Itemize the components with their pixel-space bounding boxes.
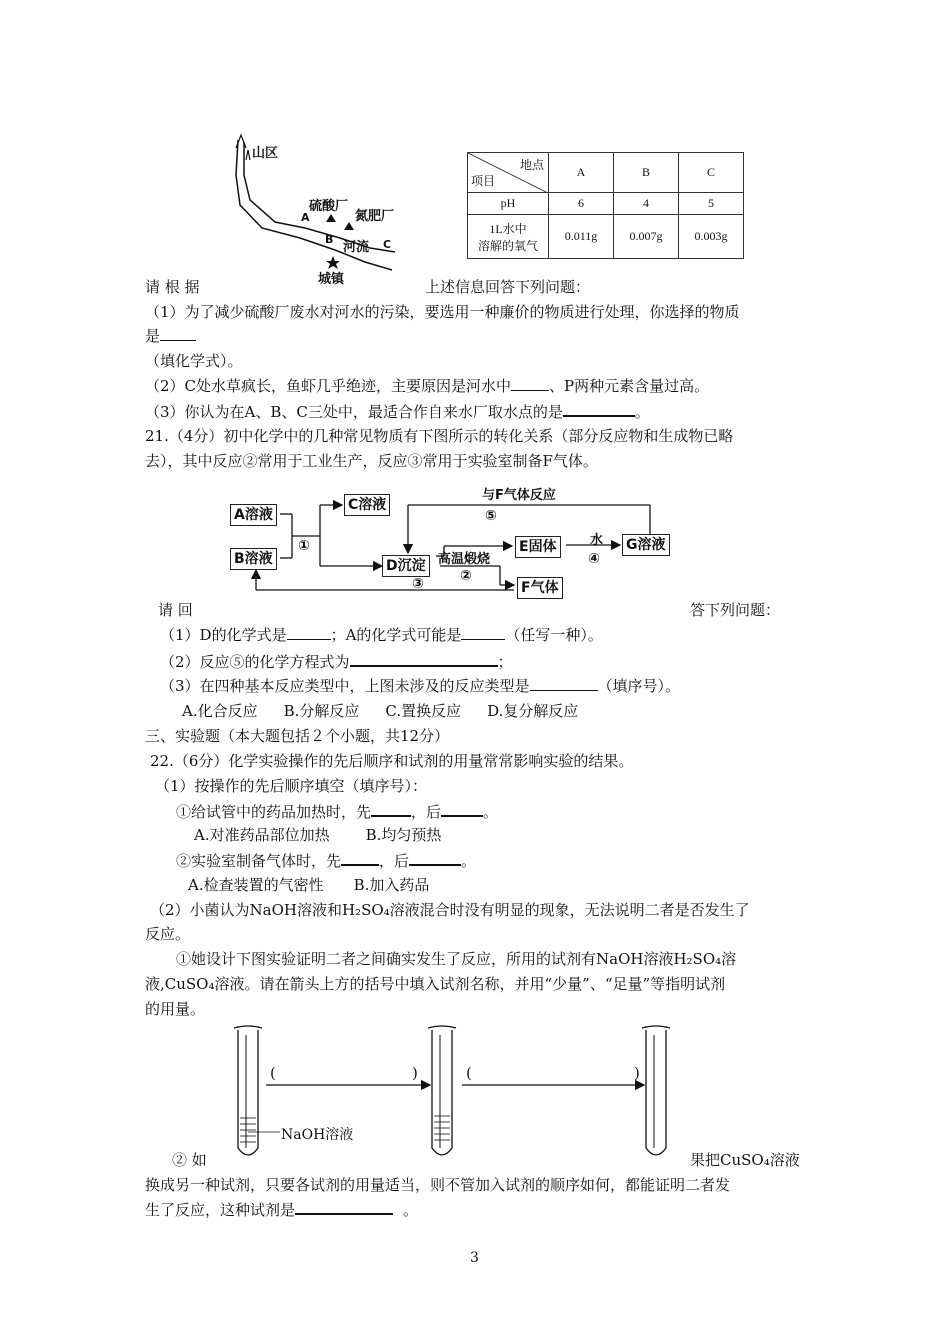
q22-p2-line1: （2）小菌认为NaOH溶液和H₂SO₄溶液混合时没有明显的现象，无法说明二者是否发生了	[150, 901, 750, 919]
table-cell: 0.003g	[679, 215, 744, 259]
q22-p2-s1-line2: 液,CuSO₄溶液。请在箭头上方的括号中填入试剂名称，并用“少量”、“足量”等指明试剂	[145, 975, 726, 993]
q22-p2-s2-right: 果把CuSO₄溶液	[690, 1151, 800, 1169]
q20-p1-line2: 是	[145, 326, 196, 346]
node-e-solid: E固体	[515, 536, 561, 558]
q21-ask-right: 答下列问题：	[690, 601, 781, 619]
q21-options: A.化合反应 B.分解反应 C.置换反应 D.复分解反应	[182, 702, 579, 720]
q21-p1: （1）D的化学式是 ；A的化学式可能是 （任写一种）。	[160, 626, 603, 644]
node-g-solution: G溶液	[622, 534, 670, 556]
reaction-2-number: ②	[460, 568, 472, 584]
paren-close-2[interactable]: )	[634, 1064, 640, 1082]
q20-p1-line1: （1）为了减少硫酸厂废水对河水的污染，要选用一种廉价的物质进行处理，你选择的物质	[145, 303, 740, 321]
table-col-header: B	[614, 153, 679, 193]
table-corner-bottom: 项目	[471, 174, 496, 188]
q20-p2: （2）C处水草疯长，鱼虾几乎绝迹，主要原因是河水中 、P两种元素含量过高。	[145, 377, 710, 395]
node-f-gas: F气体	[517, 577, 563, 599]
q22-s2-options: A.检查装置的气密性 B.加入药品	[188, 876, 430, 894]
q21-line1: 21.（4分）初中化学中的几种常见物质有下图所示的转化关系（部分反应物和生成物已略	[145, 427, 734, 445]
table-cell: 5	[679, 193, 744, 215]
test-tube-2	[428, 1026, 456, 1155]
naoh-solution-label: NaOH溶液	[281, 1127, 354, 1143]
map-river-label: 河流	[343, 240, 370, 255]
q20-intro-right: 上述信息回答下列问题：	[425, 278, 591, 296]
paren-open-2: (	[466, 1064, 472, 1082]
test-tube-1	[234, 1026, 280, 1155]
map-mountain-label: 山区	[252, 146, 279, 161]
table-col-header: C	[679, 153, 744, 193]
table-row-label: pH	[468, 193, 549, 215]
map-fertilizer-label: 氮肥厂	[355, 209, 395, 224]
node-d-precipitate: D沉淀	[382, 555, 430, 577]
test-tube-3	[642, 1026, 670, 1155]
paren-close-1[interactable]: )	[412, 1064, 418, 1082]
table-cell: 6	[549, 193, 614, 215]
map-point-c: C	[383, 238, 392, 251]
reaction-5-label: 与F气体反应	[482, 488, 556, 503]
q22-p2-s1-line1: ①她设计下图实验证明二者之间确实发生了反应，所用的试剂有NaOH溶液H₂SO₄溶	[176, 950, 737, 968]
q22-s1: ①给试管中的药品加热时，先 ，后 。	[176, 803, 499, 821]
map-point-b: B	[325, 233, 334, 246]
q20-p3: （3）你认为在A、B、C三处中，最适合作自来水厂取水点的是 。	[145, 403, 650, 421]
q20-intro: 请 根 据	[145, 278, 200, 296]
q21-line2: 去），其中反应②常用于工业生产，反应③常用于实验室制备F气体。	[145, 452, 598, 470]
q22-line1: 22.（6分）化学实验操作的先后顺序和试剂的用量常常影响实验的结果。	[150, 752, 634, 770]
reaction-3-number: ③	[412, 576, 424, 592]
q22-s2: ②实验室制备气体时，先 ，后 。	[176, 852, 477, 870]
node-c-solution: C溶液	[344, 494, 390, 516]
table-col-header: A	[549, 153, 614, 193]
q22-p2-s2-left: ② 如	[172, 1151, 207, 1169]
map-point-a: A	[301, 211, 310, 224]
node-a-solution: A溶液	[230, 504, 277, 526]
reaction-4-number: ④	[588, 551, 600, 567]
map-town-label: 城镇	[318, 272, 345, 287]
q22-p2-s2-line3: 生了反应，这种试剂是 。	[145, 1201, 419, 1219]
table-corner-top: 地点	[519, 158, 544, 172]
section-3-heading: 三、实验题（本大题包括２个小题，共12分）	[145, 727, 450, 745]
q21-p2: （2）反应⑤的化学方程式为 ；	[160, 653, 513, 671]
q22-p1: （1）按操作的先后顺序填空（填序号）：	[155, 777, 428, 795]
table-cell: 0.007g	[614, 215, 679, 259]
node-b-solution: B溶液	[230, 548, 277, 570]
paren-open-1: (	[270, 1064, 276, 1082]
q21-p3: （3）在四种基本反应类型中，上图未涉及的反应类型是 （填序号）。	[160, 677, 681, 695]
page-number: 3	[470, 1250, 479, 1266]
reaction-1-number: ①	[298, 538, 310, 554]
table-row-label: 1L水中 溶解的氧气	[468, 215, 549, 259]
table-cell: 4	[614, 193, 679, 215]
table-cell: 0.011g	[549, 215, 614, 259]
map-sulfuric-label: 硫酸厂	[309, 199, 349, 214]
water-label: 水	[590, 533, 604, 548]
q22-s1-options: A.对准药品部位加热 B.均匀预热	[194, 826, 442, 844]
q22-p2-s1-line3: 的用量。	[145, 1000, 206, 1018]
q22-p2-line2: 反应。	[145, 925, 191, 943]
q20-p1-line3: （填化学式）。	[145, 352, 243, 370]
answer-blank[interactable]	[295, 1199, 393, 1215]
high-temp-label: 高温煅烧	[438, 552, 491, 567]
reaction-5-number: ⑤	[485, 508, 497, 524]
q21-ask-left: 请 回	[158, 601, 193, 619]
q22-p2-s2-line2: 换成另一种试剂，只要各试剂的用量适当，则不管加入试剂的顺序如何，都能证明二者发	[145, 1176, 731, 1194]
